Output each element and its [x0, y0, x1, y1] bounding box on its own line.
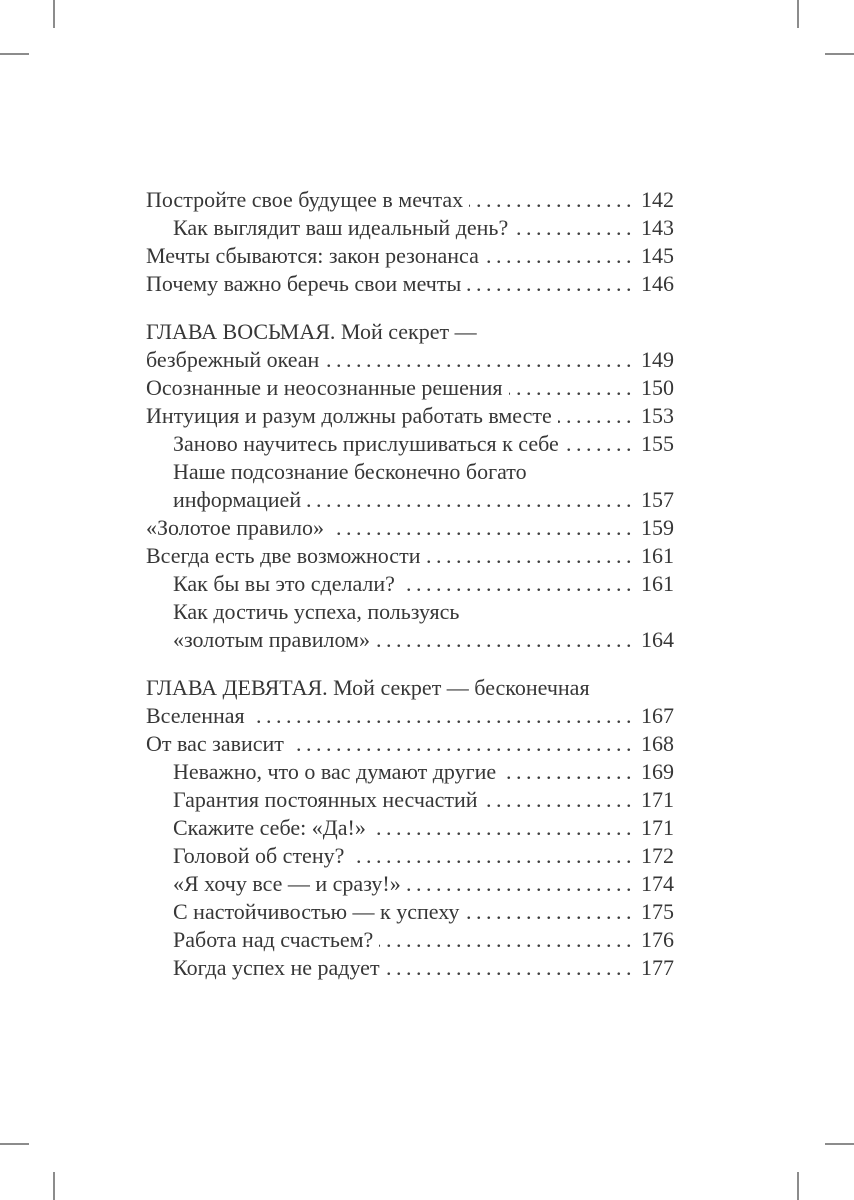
toc-entry — [146, 898, 674, 926]
toc-entry-title: От вас зависит — [146, 731, 290, 756]
toc-entry-title: Когда успех не радует — [146, 955, 386, 980]
toc-entry-wrapped-line — [146, 598, 674, 626]
toc-entry-page: 157 — [634, 486, 674, 514]
toc-entry-page: 159 — [634, 514, 674, 542]
toc-entry — [146, 214, 674, 242]
toc-entry-page: 155 — [634, 430, 674, 458]
toc-entry — [146, 242, 674, 270]
toc-entry-page: 171 — [634, 814, 674, 842]
crop-mark-bottom-right-vertical — [797, 1172, 799, 1200]
toc-entry-title: Мечты сбываются: закон резонанса — [146, 243, 485, 268]
toc-entry — [146, 954, 674, 982]
toc-entry-title: Постройте свое будущее в мечтах — [146, 187, 469, 212]
toc-entry-title: Интуиция и разум должны работать вместе — [146, 403, 558, 428]
toc-entry-page: 161 — [634, 542, 674, 570]
toc-entry — [146, 730, 674, 758]
crop-mark-bottom-left-vertical — [53, 1172, 55, 1200]
toc-entry-page: 177 — [634, 954, 674, 982]
toc-entry-page: 167 — [634, 702, 674, 730]
toc-entry-continuation — [146, 486, 674, 514]
toc-entry-title: ГЛАВА ДЕВЯТАЯ. Мой секрет — бесконечная — [146, 675, 596, 700]
toc-entry-title: С настойчивостью — к успеху — [146, 899, 465, 924]
toc-entry — [146, 402, 674, 430]
toc-entry-title: безбрежный океан — [146, 347, 325, 372]
toc-entry — [146, 430, 674, 458]
toc-entry — [146, 870, 674, 898]
toc-entry-title: Гарантия постоянных несчастий — [146, 787, 484, 812]
toc-entry-title: Почему важно беречь свои мечты — [146, 271, 467, 296]
toc-entry-title: Как бы вы это сделали? — [146, 571, 401, 596]
toc-entry-title: Неважно, что о вас думают другие — [146, 759, 502, 784]
toc-chapter-heading — [146, 674, 674, 702]
toc-entry-title: «Золотое правило» — [146, 515, 330, 540]
crop-mark-top-left-horizontal — [0, 53, 29, 55]
toc-chapter-heading-continuation — [146, 702, 674, 730]
toc-entry-title: Всегда есть две возможности — [146, 543, 426, 568]
toc-entry-page: 142 — [634, 186, 674, 214]
toc-entry-title: Вселенная — [146, 703, 251, 728]
toc-entry-page: 171 — [634, 786, 674, 814]
toc-entry-title: Как выглядит ваш идеальный день? — [146, 215, 514, 240]
toc-entry — [146, 270, 674, 298]
toc-entry-page: 168 — [634, 730, 674, 758]
toc-entry-title: Наше подсознание бесконечно богато — [146, 459, 533, 484]
toc-entry-page: 146 — [634, 270, 674, 298]
crop-mark-top-left-vertical — [53, 0, 55, 28]
toc-entry-title: Заново научитесь прислушиваться к себе — [146, 431, 565, 456]
toc-entry — [146, 842, 674, 870]
toc-entry-title: ГЛАВА ВОСЬМАЯ. Мой секрет — — [146, 319, 483, 344]
toc-entry-page: 149 — [634, 346, 674, 374]
toc-entry-wrapped-line — [146, 458, 674, 486]
toc-entry-page: 176 — [634, 926, 674, 954]
toc-entry-title: Головой об стену? — [146, 843, 350, 868]
toc-entry-continuation — [146, 626, 674, 654]
toc-entry-page: 169 — [634, 758, 674, 786]
toc-entry-title: «золотым правилом» — [146, 627, 376, 652]
toc-entry — [146, 514, 674, 542]
toc-entry-title: Как достичь успеха, пользуясь — [146, 599, 465, 624]
toc-entry-page: 161 — [634, 570, 674, 598]
toc-entry — [146, 542, 674, 570]
toc-entry-page: 153 — [634, 402, 674, 430]
table-of-contents — [146, 186, 674, 982]
toc-entry — [146, 814, 674, 842]
crop-mark-top-right-horizontal — [825, 53, 854, 55]
toc-entry-page: 143 — [634, 214, 674, 242]
toc-entry — [146, 374, 674, 402]
toc-chapter-heading — [146, 318, 674, 346]
toc-entry-page: 174 — [634, 870, 674, 898]
toc-entry-title: Скажите себе: «Да!» — [146, 815, 372, 840]
toc-entry-page: 175 — [634, 898, 674, 926]
toc-chapter-heading-continuation — [146, 346, 674, 374]
crop-mark-bottom-right-horizontal — [825, 1143, 854, 1145]
toc-entry — [146, 758, 674, 786]
toc-entry-title: информацией — [146, 487, 307, 512]
toc-entry-page: 150 — [634, 374, 674, 402]
toc-entry-page: 172 — [634, 842, 674, 870]
toc-entry-title: Осознанные и неосознанные решения — [146, 375, 509, 400]
crop-mark-top-right-vertical — [797, 0, 799, 28]
crop-mark-bottom-left-horizontal — [0, 1143, 29, 1145]
toc-entry-title: «Я хочу все — и сразу!» — [146, 871, 407, 896]
toc-entry — [146, 570, 674, 598]
toc-entry — [146, 786, 674, 814]
toc-entry — [146, 186, 674, 214]
toc-entry-title: Работа над счастьем? — [146, 927, 379, 952]
toc-entry-page: 164 — [634, 626, 674, 654]
toc-entry-page: 145 — [634, 242, 674, 270]
toc-entry — [146, 926, 674, 954]
